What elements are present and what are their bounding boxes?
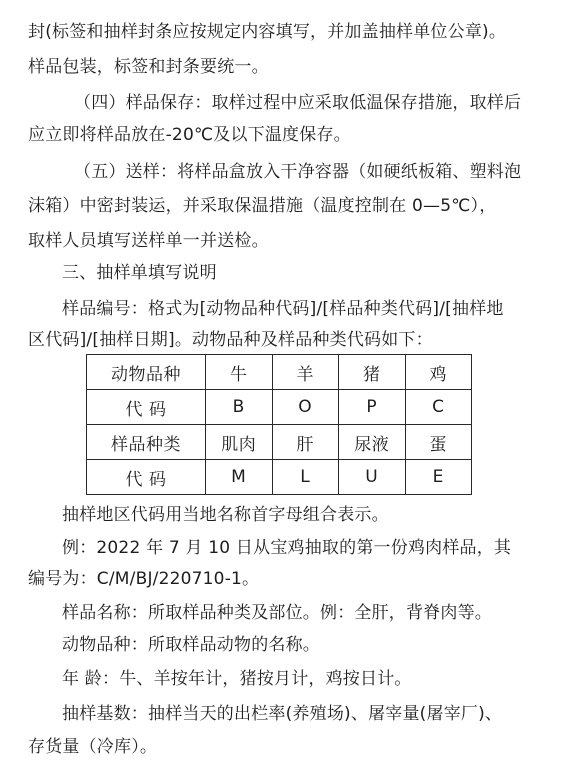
- table-cell: E: [405, 460, 472, 495]
- table-row: [87, 460, 472, 495]
- table-cell: B: [206, 390, 273, 425]
- text-line: 抽样地区代码用当地名称首字母组合表示。: [62, 505, 389, 525]
- table-cell: 猪: [339, 355, 406, 390]
- section-heading: 三、抽样单填写说明: [62, 263, 217, 283]
- code-table: [86, 354, 472, 495]
- table-cell: 肌肉: [206, 425, 273, 460]
- table-cell: U: [339, 460, 406, 495]
- table-cell: P: [339, 390, 406, 425]
- text-line: 应立即将样品放在-20℃及以下温度保存。: [28, 125, 351, 145]
- text-line: 样品包装，标签和封条要统一。: [28, 57, 269, 77]
- text-line: 取样人员填写送样单一并送检。: [28, 231, 269, 251]
- table-cell: C: [405, 390, 472, 425]
- table-cell: 代 码: [87, 390, 206, 425]
- text-line: 例：2022 年 7 月 10 日从宝鸡抽取的第一份鸡肉样品，其: [62, 538, 512, 558]
- table-row: [87, 425, 472, 460]
- table-cell: 尿液: [339, 425, 406, 460]
- table-cell: L: [272, 460, 339, 495]
- table-cell: M: [206, 460, 273, 495]
- table-cell: 鸡: [405, 355, 472, 390]
- section-5-line: （五）送样：将样品盒放入干净容器（如硬纸板箱、塑料泡: [74, 162, 522, 182]
- table-cell: 蛋: [405, 425, 472, 460]
- text-line: 样品编号：格式为[动物品种代码]/[样品种类代码]/[抽样地: [62, 299, 504, 319]
- text-line: 年 龄：牛、羊按年计，猪按月计，鸡按日计。: [62, 669, 412, 689]
- table-cell: 动物品种: [87, 355, 206, 390]
- text-line: 动物品种：所取样品动物的名称。: [62, 635, 320, 655]
- section-4-line: （四）样品保存：取样过程中应采取低温保存措施，取样后: [74, 93, 522, 113]
- text-line: 样品名称：所取样品种类及部位。例：全肝，背脊肉等。: [62, 603, 492, 623]
- table-cell: 样品种类: [87, 425, 206, 460]
- text-line: 区代码]/[抽样日期]。动物品种及样品种类代码如下：: [28, 330, 433, 350]
- table-cell: 羊: [272, 355, 339, 390]
- table-cell: O: [272, 390, 339, 425]
- table-cell: 肝: [272, 425, 339, 460]
- text-line: 存货量（冷库）。: [28, 737, 158, 757]
- text-line: 编号为：C/M/BJ/220710-1。: [28, 569, 260, 589]
- table-row: [87, 390, 472, 425]
- table-cell: 代 码: [87, 460, 206, 495]
- text-line: 封(标签和抽样封条应按规定内容填写，并加盖抽样单位公章)。: [28, 22, 507, 42]
- table-cell: 牛: [206, 355, 273, 390]
- table-row: [87, 355, 472, 390]
- text-line: 沫箱）中密封装运，并采取保温措施（温度控制在 0—5℃），: [28, 196, 497, 216]
- text-line: 抽样基数：抽样当天的出栏率(养殖场)、屠宰量(屠宰厂)、: [62, 704, 503, 724]
